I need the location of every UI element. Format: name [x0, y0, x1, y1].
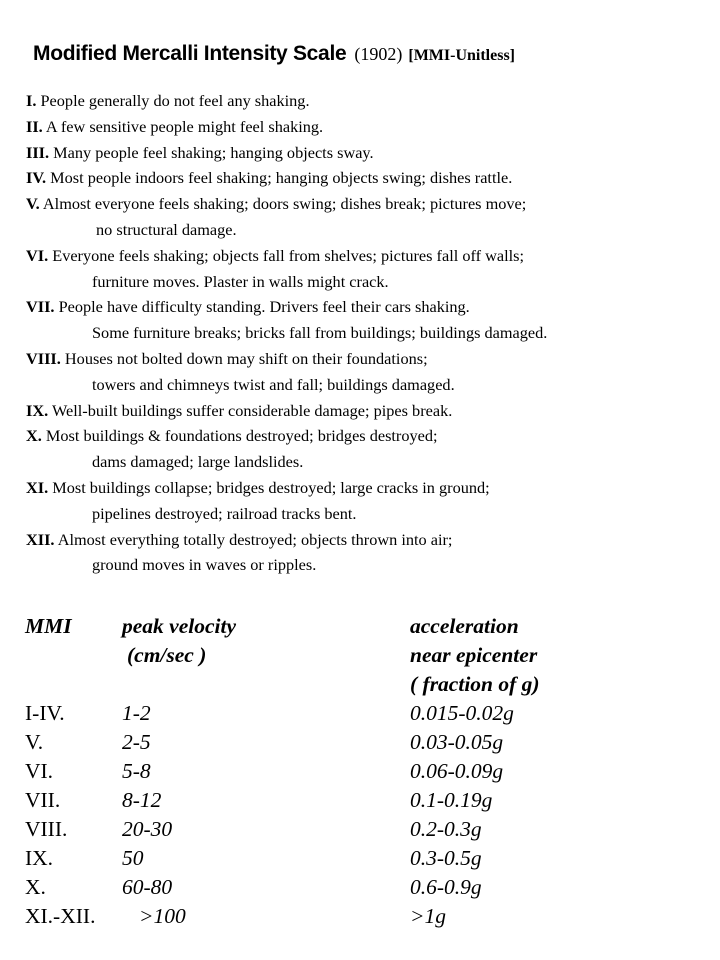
- cell-acceleration: 0.03-0.05g: [410, 730, 504, 754]
- scale-item-numeral: IV.: [26, 168, 47, 188]
- cell-acceleration: 0.015-0.02g: [410, 701, 514, 725]
- title-year: (1902): [354, 44, 403, 64]
- header-acceleration: acceleration: [410, 614, 519, 638]
- table-row: [25, 815, 705, 844]
- title-main: Modified Mercalli Intensity Scale: [33, 42, 347, 65]
- cell-velocity: 5-8: [122, 759, 151, 783]
- scale-item: [26, 346, 706, 372]
- header-velocity-unit: (cm/sec ): [127, 643, 207, 667]
- header-velocity: peak velocity: [122, 614, 237, 638]
- cell-acceleration: 0.06-0.09g: [410, 759, 504, 783]
- cell-mmi: V.: [25, 730, 44, 754]
- scale-item-numeral: XI.: [26, 477, 49, 497]
- cell-mmi: X.: [25, 875, 46, 899]
- scale-item-numeral: VII.: [26, 297, 55, 317]
- table-row: [25, 873, 705, 902]
- table-row: [25, 728, 705, 757]
- scale-item-numeral: VI.: [26, 245, 49, 265]
- scale-item-text: People generally do not feel any shaking.: [40, 91, 310, 110]
- cell-velocity: 50: [122, 846, 144, 870]
- scale-item-continuation: dams damaged; large landslides.: [92, 452, 304, 472]
- scale-item-numeral: X.: [26, 426, 42, 446]
- scale-item-numeral: XII.: [26, 529, 55, 549]
- table-row: [25, 902, 705, 931]
- table-row: [25, 786, 705, 815]
- scale-item-text: Most buildings collapse; bridges destroyed; large cracks in ground;: [52, 477, 490, 497]
- cell-velocity: 20-30: [122, 817, 173, 841]
- header-mmi: MMI: [25, 614, 72, 638]
- scale-item-continuation: furniture moves. Plaster in walls might crack.: [92, 271, 389, 291]
- cell-velocity: 60-80: [122, 875, 173, 899]
- scale-item-text: Houses not bolted down may shift on their foundations;: [64, 348, 428, 368]
- scale-item: [26, 165, 706, 191]
- cell-acceleration: 0.6-0.9g: [410, 875, 482, 899]
- scale-item: [26, 88, 706, 114]
- cell-velocity: >100: [139, 904, 186, 928]
- table-header-row: [25, 641, 705, 670]
- scale-item-text: Well-built buildings suffer considerable damage; pipes break.: [51, 400, 453, 420]
- cell-velocity: 2-5: [122, 730, 151, 754]
- scale-item-text: Almost everyone feels shaking; doors swing; dishes break; pictures move;: [42, 194, 527, 214]
- scale-item-text: Everyone feels shaking; objects fall from shelves; pictures fall off walls;: [52, 245, 524, 265]
- cell-mmi: VII.: [25, 788, 61, 812]
- scale-item: [26, 527, 706, 553]
- page-title: [33, 42, 515, 66]
- cell-velocity: 8-12: [122, 788, 162, 812]
- scale-item: [26, 423, 706, 449]
- scale-item-numeral: VIII.: [26, 348, 61, 368]
- scale-item-numeral: III.: [26, 142, 50, 162]
- cell-acceleration: 0.3-0.5g: [410, 846, 482, 870]
- scale-item: [26, 398, 706, 424]
- scale-item-numeral: IX.: [26, 400, 49, 420]
- title-unit: [MMI-Unitless]: [408, 47, 515, 64]
- scale-item-text: Most buildings & foundations destroyed; bridges destroyed;: [45, 426, 438, 446]
- header-acceleration-unit: ( fraction of g): [410, 672, 540, 696]
- table-header-row: [25, 612, 705, 641]
- scale-item-continuation: ground moves in waves or ripples.: [92, 555, 317, 575]
- scale-item-continuation: Some furniture breaks; bricks fall from buildings; buildings damaged.: [92, 323, 548, 343]
- scale-item-text: Almost everything totally destroyed; objects thrown into air;: [57, 529, 453, 549]
- cell-acceleration: 0.1-0.19g: [410, 788, 493, 812]
- scale-item-continuation: no structural damage.: [96, 219, 237, 239]
- cell-acceleration: 0.2-0.3g: [410, 817, 482, 841]
- header-acceleration-sub: near epicenter: [410, 643, 538, 667]
- intensity-table: [25, 612, 705, 931]
- scale-item-continuation: pipelines destroyed; railroad tracks bent.: [92, 503, 357, 523]
- scale-item: [26, 191, 706, 217]
- table-header-row: [25, 670, 705, 699]
- scale-item-numeral: I.: [26, 91, 37, 110]
- scale-item: [26, 294, 706, 320]
- scale-item-continuation: towers and chimneys twist and fall; buildings damaged.: [92, 374, 455, 394]
- intensity-scale-list: [26, 88, 706, 578]
- scale-item-text: A few sensitive people might feel shaking.: [45, 116, 324, 136]
- cell-mmi: XI.-XII.: [25, 904, 96, 928]
- scale-item-text: Many people feel shaking; hanging objects sway.: [53, 142, 374, 162]
- scale-item-numeral: V.: [26, 194, 40, 214]
- cell-mmi: IX.: [25, 846, 54, 870]
- scale-item-text: Most people indoors feel shaking; hanging objects swing; dishes rattle.: [50, 168, 513, 188]
- cell-acceleration: >1g: [410, 904, 447, 928]
- scale-item: [26, 475, 706, 501]
- table-row: [25, 757, 705, 786]
- table-row: [25, 699, 705, 728]
- scale-item: [26, 243, 706, 269]
- scale-item-numeral: II.: [26, 116, 43, 136]
- table-body: [25, 699, 705, 931]
- scale-item-text: People have difficulty standing. Drivers feel their cars shaking.: [58, 297, 470, 317]
- table-row: [25, 844, 705, 873]
- cell-velocity: 1-2: [122, 701, 151, 725]
- cell-mmi: VI.: [25, 759, 54, 783]
- scale-item: [26, 114, 706, 140]
- scale-item: [26, 140, 706, 166]
- cell-mmi: I-IV.: [25, 701, 65, 725]
- cell-mmi: VIII.: [25, 817, 68, 841]
